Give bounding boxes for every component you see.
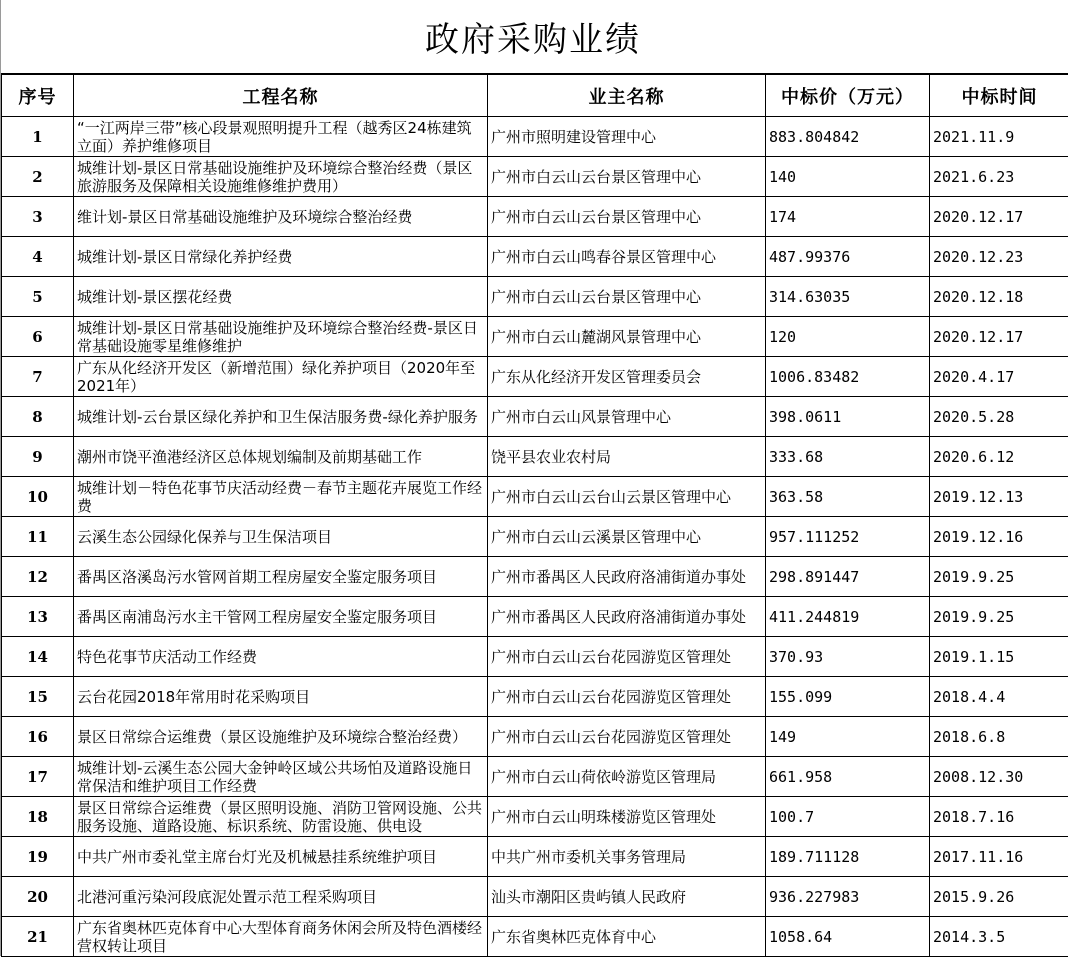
owner-name-cell-text: 饶平县农业农村局 bbox=[491, 448, 762, 466]
row-number-cell-text: 13 bbox=[5, 608, 70, 626]
bid-date-cell-text: 2019.12.16 bbox=[933, 528, 1066, 546]
owner-name-cell[interactable] bbox=[488, 157, 766, 197]
project-name-cell-text: 云台花园2018年常用时花采购项目 bbox=[77, 688, 484, 706]
bid-price-cell[interactable] bbox=[766, 717, 930, 757]
bid-date-cell-text: 2008.12.30 bbox=[933, 768, 1066, 786]
project-name-cell-text: 中共广州市委礼堂主席台灯光及机械悬挂系统维护项目 bbox=[77, 848, 484, 866]
bid-price-cell-text: 314.63035 bbox=[769, 288, 926, 306]
table-row[interactable] bbox=[2, 837, 1068, 877]
project-name-cell-text: 番禺区洛溪岛污水管网首期工程房屋安全鉴定服务项目 bbox=[77, 568, 484, 586]
bid-price-cell-text: 189.711128 bbox=[769, 848, 926, 866]
project-name-cell[interactable] bbox=[74, 197, 488, 237]
table-row[interactable] bbox=[2, 477, 1068, 517]
project-name-cell-text: 云溪生态公园绿化保养与卫生保洁项目 bbox=[77, 528, 484, 546]
bid-date-cell-text: 2019.12.13 bbox=[933, 488, 1066, 506]
bid-date-cell[interactable] bbox=[930, 797, 1068, 837]
bid-date-cell-text: 2019.9.25 bbox=[933, 568, 1066, 586]
bid-date-cell-text: 2020.4.17 bbox=[933, 368, 1066, 386]
bid-price-cell[interactable] bbox=[766, 397, 930, 437]
bid-price-cell-text: 140 bbox=[769, 168, 926, 186]
bid-price-cell-text: 957.111252 bbox=[769, 528, 926, 546]
project-name-cell[interactable] bbox=[74, 117, 488, 157]
bid-price-cell[interactable] bbox=[766, 917, 930, 957]
bid-price-cell-text: 120 bbox=[769, 328, 926, 346]
bid-date-cell-text: 2021.6.23 bbox=[933, 168, 1066, 186]
project-name-cell-text: 城维计划-景区日常基础设施维护及环境综合整治经费（景区旅游服务及保障相关设施维修维护费用） bbox=[77, 159, 484, 195]
project-name-cell[interactable] bbox=[74, 557, 488, 597]
bid-date-cell[interactable] bbox=[930, 677, 1068, 717]
header-price: 中标价（万元） bbox=[766, 75, 930, 117]
table-row[interactable] bbox=[2, 677, 1068, 717]
owner-name-cell-text: 汕头市潮阳区贵屿镇人民政府 bbox=[491, 888, 762, 906]
page-title: 政府采购业绩 bbox=[425, 12, 641, 61]
bid-date-cell-text: 2019.9.25 bbox=[933, 608, 1066, 626]
bid-price-cell[interactable] bbox=[766, 637, 930, 677]
project-name-cell[interactable] bbox=[74, 357, 488, 397]
bid-date-cell-text: 2015.9.26 bbox=[933, 888, 1066, 906]
row-number-cell[interactable] bbox=[2, 517, 74, 557]
owner-name-cell-text: 广州市白云山明珠楼游览区管理处 bbox=[491, 808, 762, 826]
project-name-cell-text: 城维计划-云溪生态公园大金钟岭区域公共场怕及道路设施日常保洁和维护项目工作经费 bbox=[77, 759, 484, 795]
project-name-cell[interactable] bbox=[74, 397, 488, 437]
bid-date-cell[interactable] bbox=[930, 837, 1068, 877]
owner-name-cell[interactable] bbox=[488, 357, 766, 397]
bid-date-cell[interactable] bbox=[930, 717, 1068, 757]
procurement-table bbox=[1, 74, 1068, 957]
project-name-cell-text: 北港河重污染河段底泥处置示范工程采购项目 bbox=[77, 888, 484, 906]
bid-date-cell[interactable] bbox=[930, 117, 1068, 157]
row-number-cell-text: 15 bbox=[5, 688, 70, 706]
project-name-cell[interactable] bbox=[74, 317, 488, 357]
bid-price-cell-text: 363.58 bbox=[769, 488, 926, 506]
bid-price-cell[interactable] bbox=[766, 797, 930, 837]
owner-name-cell-text: 广州市白云山云台花园游览区管理处 bbox=[491, 688, 762, 706]
bid-date-cell-text: 2018.4.4 bbox=[933, 688, 1066, 706]
row-number-cell[interactable] bbox=[2, 357, 74, 397]
bid-date-cell[interactable] bbox=[930, 637, 1068, 677]
bid-price-cell[interactable] bbox=[766, 837, 930, 877]
bid-price-cell[interactable] bbox=[766, 117, 930, 157]
project-name-cell-text: 潮州市饶平渔港经济区总体规划编制及前期基础工作 bbox=[77, 448, 484, 466]
bid-date-cell[interactable] bbox=[930, 397, 1068, 437]
project-name-cell-text: 特色花事节庆活动工作经费 bbox=[77, 648, 484, 666]
row-number-cell[interactable] bbox=[2, 397, 74, 437]
header-owner: 业主名称 bbox=[488, 75, 766, 117]
row-number-cell-text: 11 bbox=[5, 528, 70, 546]
table-row[interactable] bbox=[2, 637, 1068, 677]
row-number-cell[interactable] bbox=[2, 877, 74, 917]
project-name-cell[interactable] bbox=[74, 757, 488, 797]
row-number-cell-text: 12 bbox=[5, 568, 70, 586]
owner-name-cell[interactable] bbox=[488, 117, 766, 157]
table-row[interactable] bbox=[2, 157, 1068, 197]
project-name-cell[interactable] bbox=[74, 717, 488, 757]
table-body bbox=[2, 117, 1068, 957]
owner-name-cell[interactable] bbox=[488, 517, 766, 557]
project-name-cell-text: 城维计划-云台景区绿化养护和卫生保洁服务费-绿化养护服务 bbox=[77, 408, 484, 426]
owner-name-cell-text: 广州市番禺区人民政府洛浦街道办事处 bbox=[491, 568, 762, 586]
owner-name-cell[interactable] bbox=[488, 277, 766, 317]
project-name-cell-text: 城维计划-景区摆花经费 bbox=[77, 288, 484, 306]
row-number-cell[interactable] bbox=[2, 757, 74, 797]
bid-price-cell[interactable] bbox=[766, 877, 930, 917]
table-row[interactable] bbox=[2, 397, 1068, 437]
row-number-cell[interactable] bbox=[2, 597, 74, 637]
row-number-cell[interactable] bbox=[2, 677, 74, 717]
bid-date-cell[interactable] bbox=[930, 357, 1068, 397]
bid-price-cell-text: 149 bbox=[769, 728, 926, 746]
bid-price-cell-text: 883.804842 bbox=[769, 128, 926, 146]
owner-name-cell-text: 广州市白云山荷依岭游览区管理局 bbox=[491, 768, 762, 786]
bid-date-cell-text: 2021.11.9 bbox=[933, 128, 1066, 146]
bid-price-cell-text: 1006.83482 bbox=[769, 368, 926, 386]
owner-name-cell-text: 广州市白云山云溪景区管理中心 bbox=[491, 528, 762, 546]
table-row[interactable] bbox=[2, 357, 1068, 397]
bid-date-cell-text: 2020.12.17 bbox=[933, 328, 1066, 346]
bid-date-cell[interactable] bbox=[930, 517, 1068, 557]
project-name-cell-text: 景区日常综合运维费（景区设施维护及环境综合整治经费） bbox=[77, 728, 484, 746]
project-name-cell-text: “一江两岸三带”核心段景观照明提升工程（越秀区24栋建筑立面）养护维修项目 bbox=[77, 119, 484, 155]
owner-name-cell[interactable] bbox=[488, 317, 766, 357]
row-number-cell-text: 18 bbox=[5, 808, 70, 826]
table-row[interactable] bbox=[2, 917, 1068, 957]
project-name-cell-text: 景区日常综合运维费（景区照明设施、消防卫管网设施、公共服务设施、道路设施、标识系统、防雷设施、供电设 bbox=[77, 799, 484, 835]
project-name-cell[interactable] bbox=[74, 157, 488, 197]
row-number-cell[interactable] bbox=[2, 637, 74, 677]
bid-date-cell-text: 2018.6.8 bbox=[933, 728, 1066, 746]
row-number-cell[interactable] bbox=[2, 157, 74, 197]
bid-date-cell[interactable] bbox=[930, 157, 1068, 197]
owner-name-cell[interactable] bbox=[488, 677, 766, 717]
row-number-cell-text: 10 bbox=[5, 488, 70, 506]
bid-date-cell-text: 2020.12.17 bbox=[933, 208, 1066, 226]
header-no: 序号 bbox=[2, 75, 74, 117]
owner-name-cell[interactable] bbox=[488, 397, 766, 437]
owner-name-cell-text: 广州市白云山风景管理中心 bbox=[491, 408, 762, 426]
project-name-cell-text: 广东从化经济开发区（新增范围）绿化养护项目（2020年至2021年） bbox=[77, 359, 484, 395]
header-project: 工程名称 bbox=[74, 75, 488, 117]
bid-date-cell-text: 2018.7.16 bbox=[933, 808, 1066, 826]
bid-price-cell-text: 298.891447 bbox=[769, 568, 926, 586]
bid-date-cell-text: 2020.5.28 bbox=[933, 408, 1066, 426]
bid-price-cell[interactable] bbox=[766, 357, 930, 397]
bid-date-cell[interactable] bbox=[930, 597, 1068, 637]
row-number-cell-text: 1 bbox=[5, 128, 70, 146]
bid-price-cell-text: 661.958 bbox=[769, 768, 926, 786]
owner-name-cell-text: 广州市白云山云台花园游览区管理处 bbox=[491, 648, 762, 666]
row-number-cell-text: 2 bbox=[5, 168, 70, 186]
row-number-cell[interactable] bbox=[2, 477, 74, 517]
bid-price-cell-text: 174 bbox=[769, 208, 926, 226]
project-name-cell[interactable] bbox=[74, 637, 488, 677]
owner-name-cell[interactable] bbox=[488, 237, 766, 277]
owner-name-cell-text: 广州市白云山麓湖风景管理中心 bbox=[491, 328, 762, 346]
project-name-cell-text: 城维计划－特色花事节庆活动经费－春节主题花卉展览工作经费 bbox=[77, 479, 484, 515]
table-row[interactable] bbox=[2, 437, 1068, 477]
project-name-cell[interactable] bbox=[74, 277, 488, 317]
project-name-cell[interactable] bbox=[74, 677, 488, 717]
row-number-cell-text: 17 bbox=[5, 768, 70, 786]
bid-price-cell[interactable] bbox=[766, 197, 930, 237]
table-row[interactable] bbox=[2, 557, 1068, 597]
row-number-cell-text: 3 bbox=[5, 208, 70, 226]
owner-name-cell[interactable] bbox=[488, 757, 766, 797]
project-name-cell-text: 城维计划-景区日常基础设施维护及环境综合整治经费-景区日常基础设施零星维修维护 bbox=[77, 319, 484, 355]
project-name-cell[interactable] bbox=[74, 797, 488, 837]
table-row[interactable] bbox=[2, 277, 1068, 317]
owner-name-cell-text: 中共广州市委机关事务管理局 bbox=[491, 848, 762, 866]
owner-name-cell[interactable] bbox=[488, 557, 766, 597]
bid-price-cell[interactable] bbox=[766, 557, 930, 597]
project-name-cell[interactable] bbox=[74, 237, 488, 277]
table-row[interactable] bbox=[2, 237, 1068, 277]
row-number-cell[interactable] bbox=[2, 237, 74, 277]
bid-price-cell[interactable] bbox=[766, 597, 930, 637]
table-row[interactable] bbox=[2, 517, 1068, 557]
bid-date-cell-text: 2020.6.12 bbox=[933, 448, 1066, 466]
bid-price-cell-text: 370.93 bbox=[769, 648, 926, 666]
row-number-cell[interactable] bbox=[2, 437, 74, 477]
row-number-cell-text: 20 bbox=[5, 888, 70, 906]
project-name-cell-text: 广东省奥林匹克体育中心大型体育商务休闲会所及特色酒楼经营权转让项目 bbox=[77, 919, 484, 955]
bid-price-cell[interactable] bbox=[766, 237, 930, 277]
bid-date-cell[interactable] bbox=[930, 477, 1068, 517]
bid-date-cell[interactable] bbox=[930, 877, 1068, 917]
project-name-cell[interactable] bbox=[74, 477, 488, 517]
owner-name-cell-text: 广州市白云山云台景区管理中心 bbox=[491, 208, 762, 226]
row-number-cell[interactable] bbox=[2, 197, 74, 237]
bid-price-cell[interactable] bbox=[766, 757, 930, 797]
owner-name-cell[interactable] bbox=[488, 437, 766, 477]
owner-name-cell-text: 广州市白云山云台花园游览区管理处 bbox=[491, 728, 762, 746]
bid-price-cell-text: 333.68 bbox=[769, 448, 926, 466]
bid-date-cell[interactable] bbox=[930, 557, 1068, 597]
bid-price-cell-text: 936.227983 bbox=[769, 888, 926, 906]
table-row[interactable] bbox=[2, 757, 1068, 797]
project-name-cell-text: 城维计划-景区日常绿化养护经费 bbox=[77, 248, 484, 266]
bid-price-cell[interactable] bbox=[766, 477, 930, 517]
owner-name-cell[interactable] bbox=[488, 717, 766, 757]
row-number-cell-text: 8 bbox=[5, 408, 70, 426]
project-name-cell[interactable] bbox=[74, 837, 488, 877]
bid-date-cell-text: 2019.1.15 bbox=[933, 648, 1066, 666]
bid-date-cell-text: 2020.12.23 bbox=[933, 248, 1066, 266]
bid-price-cell[interactable] bbox=[766, 317, 930, 357]
owner-name-cell-text: 广州市照明建设管理中心 bbox=[491, 128, 762, 146]
row-number-cell-text: 16 bbox=[5, 728, 70, 746]
bid-price-cell-text: 1058.64 bbox=[769, 928, 926, 946]
row-number-cell[interactable] bbox=[2, 717, 74, 757]
project-name-cell-text: 维计划-景区日常基础设施维护及环境综合整治经费 bbox=[77, 208, 484, 226]
row-number-cell[interactable] bbox=[2, 917, 74, 957]
bid-price-cell[interactable] bbox=[766, 517, 930, 557]
table-row[interactable] bbox=[2, 197, 1068, 237]
owner-name-cell-text: 广州市番禺区人民政府洛浦街道办事处 bbox=[491, 608, 762, 626]
row-number-cell-text: 5 bbox=[5, 288, 70, 306]
bid-price-cell[interactable] bbox=[766, 677, 930, 717]
bid-date-cell[interactable] bbox=[930, 237, 1068, 277]
row-number-cell[interactable] bbox=[2, 837, 74, 877]
row-number-cell-text: 9 bbox=[5, 448, 70, 466]
bid-date-cell[interactable] bbox=[930, 277, 1068, 317]
header-row bbox=[2, 75, 1068, 117]
bid-date-cell[interactable] bbox=[930, 917, 1068, 957]
table-row[interactable] bbox=[2, 597, 1068, 637]
owner-name-cell-text: 广州市白云山云台山云景区管理中心 bbox=[491, 488, 762, 506]
row-number-cell[interactable] bbox=[2, 557, 74, 597]
project-name-cell[interactable] bbox=[74, 437, 488, 477]
title-row bbox=[1, 0, 1068, 74]
table-row[interactable] bbox=[2, 117, 1068, 157]
bid-price-cell[interactable] bbox=[766, 437, 930, 477]
owner-name-cell-text: 广东从化经济开发区管理委员会 bbox=[491, 368, 762, 386]
bid-date-cell[interactable] bbox=[930, 197, 1068, 237]
bid-price-cell-text: 398.0611 bbox=[769, 408, 926, 426]
table-row[interactable] bbox=[2, 797, 1068, 837]
table-row[interactable] bbox=[2, 317, 1068, 357]
bid-date-cell[interactable] bbox=[930, 757, 1068, 797]
owner-name-cell[interactable] bbox=[488, 477, 766, 517]
bid-date-cell[interactable] bbox=[930, 317, 1068, 357]
owner-name-cell[interactable] bbox=[488, 837, 766, 877]
owner-name-cell[interactable] bbox=[488, 597, 766, 637]
owner-name-cell[interactable] bbox=[488, 877, 766, 917]
owner-name-cell-text: 广州市白云山云台景区管理中心 bbox=[491, 288, 762, 306]
row-number-cell[interactable] bbox=[2, 317, 74, 357]
row-number-cell-text: 14 bbox=[5, 648, 70, 666]
bid-price-cell-text: 487.99376 bbox=[769, 248, 926, 266]
bid-price-cell[interactable] bbox=[766, 277, 930, 317]
owner-name-cell-text: 广东省奥林匹克体育中心 bbox=[491, 928, 762, 946]
bid-date-cell[interactable] bbox=[930, 437, 1068, 477]
row-number-cell-text: 19 bbox=[5, 848, 70, 866]
row-number-cell-text: 7 bbox=[5, 368, 70, 386]
bid-price-cell-text: 100.7 bbox=[769, 808, 926, 826]
owner-name-cell-text: 广州市白云山云台景区管理中心 bbox=[491, 168, 762, 186]
project-name-cell[interactable] bbox=[74, 597, 488, 637]
bid-price-cell-text: 411.244819 bbox=[769, 608, 926, 626]
owner-name-cell[interactable] bbox=[488, 797, 766, 837]
row-number-cell-text: 4 bbox=[5, 248, 70, 266]
row-number-cell[interactable] bbox=[2, 277, 74, 317]
owner-name-cell[interactable] bbox=[488, 197, 766, 237]
row-number-cell-text: 21 bbox=[5, 928, 70, 946]
bid-date-cell-text: 2020.12.18 bbox=[933, 288, 1066, 306]
row-number-cell[interactable] bbox=[2, 117, 74, 157]
row-number-cell[interactable] bbox=[2, 797, 74, 837]
project-name-cell[interactable] bbox=[74, 917, 488, 957]
row-number-cell-text: 6 bbox=[5, 328, 70, 346]
table-row[interactable] bbox=[2, 877, 1068, 917]
project-name-cell[interactable] bbox=[74, 877, 488, 917]
bid-price-cell[interactable] bbox=[766, 157, 930, 197]
owner-name-cell[interactable] bbox=[488, 637, 766, 677]
owner-name-cell[interactable] bbox=[488, 917, 766, 957]
owner-name-cell-text: 广州市白云山鸣春谷景区管理中心 bbox=[491, 248, 762, 266]
project-name-cell-text: 番禺区南浦岛污水主干管网工程房屋安全鉴定服务项目 bbox=[77, 608, 484, 626]
bid-date-cell-text: 2014.3.5 bbox=[933, 928, 1066, 946]
table-row[interactable] bbox=[2, 717, 1068, 757]
bid-price-cell-text: 155.099 bbox=[769, 688, 926, 706]
bid-date-cell-text: 2017.11.16 bbox=[933, 848, 1066, 866]
header-date: 中标时间 bbox=[930, 75, 1068, 117]
project-name-cell[interactable] bbox=[74, 517, 488, 557]
